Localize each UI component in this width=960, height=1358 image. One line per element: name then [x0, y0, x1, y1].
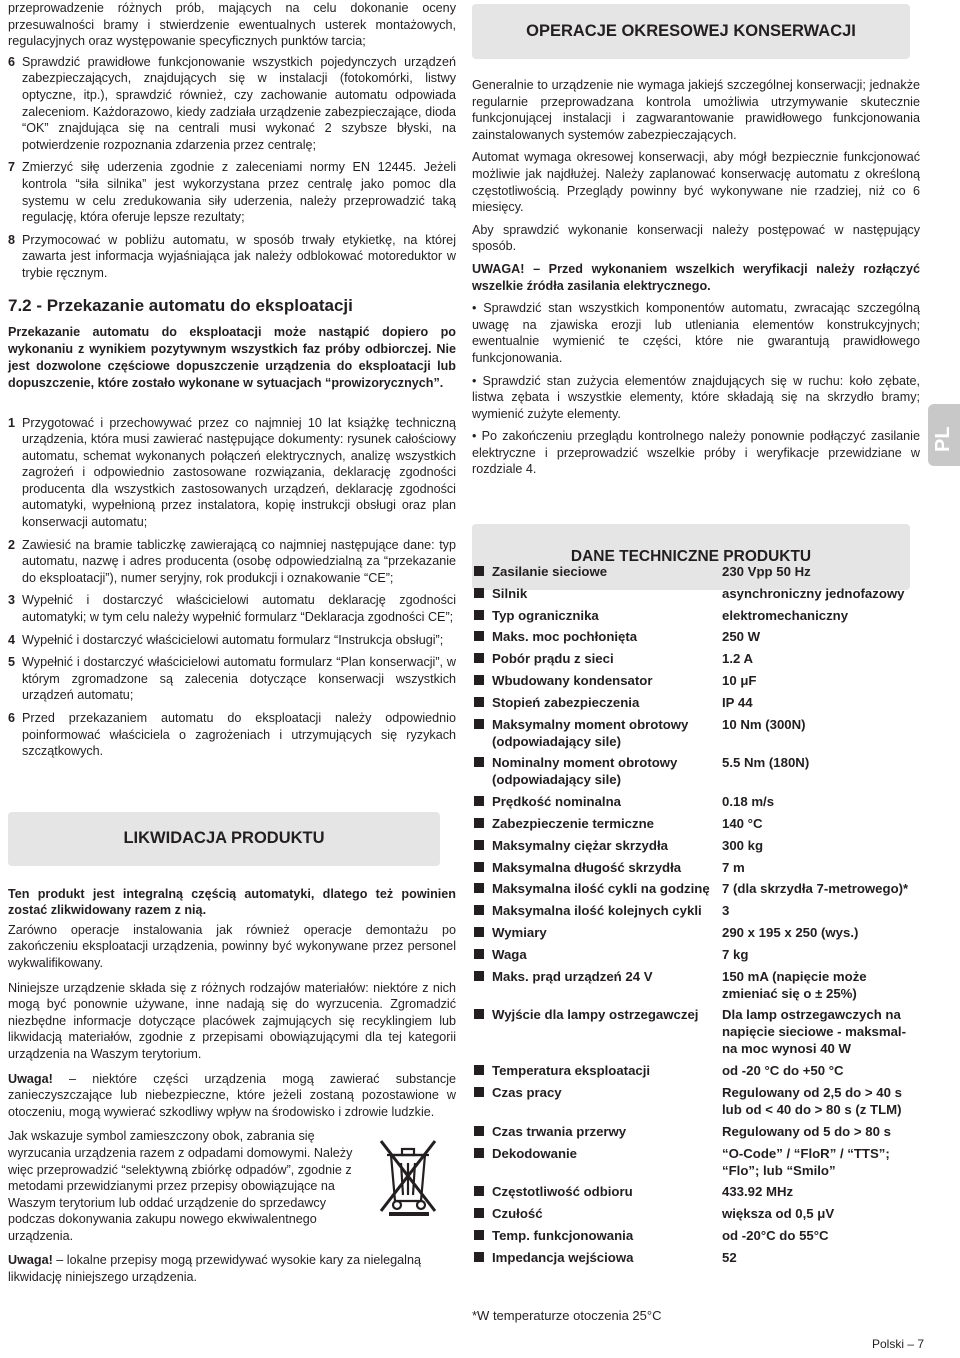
square-bullet-icon [474, 1065, 484, 1075]
spec-key [472, 1062, 722, 1079]
handover-step-text: Wypełnić i dostarczyć właścicielowi automatu deklarację zgodności automatyki; w tym celu należy wypełnić formularz “Deklaracja zgodności CE”; [22, 593, 456, 625]
square-bullet-icon [474, 862, 484, 872]
spec-key [472, 650, 722, 667]
spec-key-text: Maksymalna ilość kolejnych cykli [492, 903, 702, 919]
spec-row [472, 793, 924, 810]
square-bullet-icon [474, 757, 484, 767]
spec-key-text: Wbudowany kondensator [492, 672, 653, 688]
square-bullet-icon [474, 719, 484, 729]
spec-row [472, 1249, 924, 1266]
spec-row [472, 1205, 924, 1222]
spec-row [472, 859, 924, 876]
spec-key-text: Dekodowanie [492, 1145, 578, 1161]
spec-key-text: Maksymalny ciężar skrzydła [492, 837, 668, 853]
spec-row [472, 585, 924, 602]
square-bullet-icon [474, 1186, 484, 1196]
spec-row [472, 563, 924, 580]
disposal-bold: Ten produkt jest integralną częścią automatyki, dlatego też powinien zostać zlikwidowany razem z nią. [8, 886, 456, 918]
procedure-step-number: 8 [8, 232, 16, 247]
spec-value: 433.92 MHz [722, 1184, 794, 1200]
spec-value: Regulowany od 2,5 do > 40 s lub od < 40 do > 80 s (z TLM) [722, 1084, 902, 1117]
square-bullet-icon [474, 631, 484, 641]
square-bullet-icon [474, 1087, 484, 1097]
procedure-step-text: Zmierzyć siłę uderzenia zgodnie z zaleceniami normy EN 12445. Jeżeli kontrola “siła silnika” jest wykorzystana przez centralę jako pomoc dla systemu w celu zredukowania siły uderzenia, należy przeprowadzić taką regulację, która oferuje lepsze rezultaty; [22, 160, 456, 225]
disposal-paragraph-2: Niniejsze urządzenie składa się z różnych rodzajów materiałów: niektóre z nich mogą być ponownie używane, inne nadają się do wyrzucenia. Zgromadzić niezbędne informacje dotyczące placówek zajmujących się recyklingiem lub likwidacją materiałów, zgodnie z przepisami obowiązującymi dla tej kategorii urządzenia na Waszym terytorium. [8, 980, 456, 1061]
spec-key-text: Maksymalna ilość cykli na godzinę [492, 881, 710, 897]
section-bold-text: Przekazanie automatu do eksploatacji może nastąpić dopiero po wykonaniu z wynikiem pozytywnym wszystkich faz próby odbiorczej. Nie jest dozwolone częściowe dopuszczenie urządzenia do eksploatacji lub dopuszczenie, które zostało wykonane w sytuacjach “prowizorycznych”. [8, 324, 456, 390]
spec-value: 300 kg [722, 837, 764, 853]
square-bullet-icon [474, 949, 484, 959]
spec-key [472, 793, 722, 810]
procedure-list-top [8, 54, 456, 282]
procedure-step-number: 6 [8, 54, 16, 69]
spec-value: “O-Code” / “FloR” / “TTS”; “Flo”; lub “Smilo” [722, 1145, 890, 1178]
spec-value: 0.18 m/s [722, 794, 775, 810]
spec-key [472, 880, 722, 897]
spec-key-text: Czas trwania przerwy [492, 1123, 627, 1139]
spec-value: 7 kg [722, 946, 749, 962]
spec-table [472, 563, 924, 1271]
handover-step-number: 4 [8, 632, 16, 647]
spec-row [472, 1145, 924, 1179]
disposal-title-box [8, 812, 440, 866]
spec-value: Dla lamp ostrzegawczych na napięcie sieciowe - maksmal- na moc wynosi 40 W [722, 1007, 906, 1057]
footnote: *W temperaturze otoczenia 25°C [472, 1308, 662, 1323]
spec-value: 1.2 A [722, 651, 754, 667]
handover-step-number: 1 [8, 415, 16, 430]
spec-key [472, 968, 722, 1002]
spec-value: 5.5 Nm (180N) [722, 755, 810, 771]
spec-key [472, 946, 722, 963]
spec-value: 140 °C [722, 815, 763, 831]
bullet-dot-icon: • [472, 301, 484, 316]
spec-row [472, 1062, 924, 1079]
spec-row [472, 716, 924, 750]
spec-key-text: Maksymalny moment obrotowy (odpowiadający sile) [492, 716, 689, 749]
warning-1: Uwaga! – niektóre części urządzenia mogą zawierać substancje zanieczyszczające lub niebezpieczne, które jeżeli zostaną pozostawione w otoczeniu, mogą wywierać szkodliwy wpływ na środowisko i zdrowie ludzkie. [8, 1071, 456, 1119]
spec-key-text: Waga [492, 946, 527, 962]
spec-key-text: Maks. prąd urządzeń 24 V [492, 968, 653, 984]
spec-row [472, 672, 924, 689]
spec-key [472, 1249, 722, 1266]
spec-value: od -20°C do 55°C [722, 1227, 829, 1243]
spec-row [472, 754, 924, 788]
right-column [472, 0, 920, 590]
spec-key [472, 924, 722, 941]
spec-key-text: Temp. funkcjonowania [492, 1227, 634, 1243]
handover-step [8, 654, 456, 704]
procedure-step [8, 159, 456, 225]
handover-step [8, 537, 456, 587]
warning-2: Uwaga! – lokalne przepisy mogą przewidywać wysokie kary za nielegalną likwidację niniejszego urządzenia. [8, 1253, 421, 1285]
spec-key [472, 563, 722, 580]
spec-key [472, 902, 722, 919]
maintenance-warning: UWAGA! – Przed wykonaniem wszelkich weryfikacji należy rozłączyć wszelkie źródła zasilania elektrycznego. [472, 261, 920, 293]
maintenance-bullet [472, 300, 920, 366]
maintenance-paragraph-1: Generalnie to urządzenie nie wymaga jakiejś szczególnej konserwacji; jednakże regularnie przeprowadzana kontrola umożliwia utrzymywanie skutecznie funkcjonującej instalacji i zagwarantowanie prawidłowego funkcjonowania zainstalowanych systemów zabezpieczających. [472, 78, 920, 142]
tech-title: DANE TECHNICZNE PRODUKTU [570, 547, 812, 565]
spec-value: IP 44 [722, 694, 753, 710]
square-bullet-icon [474, 1009, 484, 1019]
spec-key [472, 716, 722, 750]
handover-step [8, 710, 456, 760]
handover-step [8, 415, 456, 531]
bullet-dot-icon: • [472, 373, 483, 388]
spec-key-text: Silnik [492, 585, 528, 601]
spec-key-text: Maks. moc pochłonięta [492, 629, 638, 645]
handover-step-text: Przygotować i przechowywać przez co najmniej 10 lat książkę techniczną urządzenia, która musi zawierać następujące dokumenty: rysunek całościowy automatu, schemat wykonanych połączeń elektrycznych, analizę wszystkich zagrożeń i odpowiednio zastosowane rozwiązania, deklarację zgodności producenta dla wszystkich zastosowanych urządzeń, deklarację zgodności automatyki, wypełnioną przez instalatora, kopię instrukcji obsługi oraz plan konserwacji automatu; [22, 415, 456, 530]
spec-value: asynchroniczny jednofazowy [722, 585, 905, 601]
handover-step-text: Wypełnić i dostarczyć właścicielowi automatu formularz “Plan konserwacji”, w którym zgromadzone są zalecenia dotyczące konserwacji wszystkich urządzeń automatu; [22, 655, 456, 703]
spec-key [472, 607, 722, 624]
square-bullet-icon [474, 653, 484, 663]
spec-key-text: Temperatura eksploatacji [492, 1063, 651, 1079]
spec-key [472, 815, 722, 832]
spec-value: 230 Vpp 50 Hz [722, 564, 811, 579]
square-bullet-icon [474, 818, 484, 828]
spec-key-text: Pobór prądu z sieci [492, 651, 614, 667]
square-bullet-icon [474, 1252, 484, 1262]
maintenance-bullets [472, 300, 920, 478]
left-column [8, 0, 456, 1289]
spec-row [472, 815, 924, 832]
spec-key-text: Stopień zabezpieczenia [492, 694, 640, 710]
spec-row [472, 837, 924, 854]
handover-step-text: Wypełnić i dostarczyć właścicielowi automatu formularz “Instrukcja obsługi”; [22, 632, 444, 647]
symbol-text: Jak wskazuje symbol zamieszczony obok, zabrania się wyrzucania urządzenia razem z odpadami domowymi. Należy więc przeprowadzić “selektywną zbiórkę odpadów”, zgodnie z metodami przewidzianymi przez przepisy obowiązujące na Waszym terytorium lub oddać urządzenie do sprzedawcy podczas dokonywania zakupu nowego ekwiwalentnego urządzenia. [8, 1129, 353, 1243]
spec-row [472, 1084, 924, 1118]
square-bullet-icon [474, 675, 484, 685]
spec-row [472, 694, 924, 711]
handover-step [8, 632, 456, 649]
spec-key-text: Zabezpieczenie termiczne [492, 815, 654, 831]
procedure-step-number: 7 [8, 160, 16, 175]
spec-key [472, 628, 722, 645]
disposal-paragraph-1: Zarówno operacje instalowania jak również operacje demontażu po zakończeniu eksploatacji urządzenia, powinny być wykonywane przez personel wykwalifikowany. [8, 922, 456, 970]
spec-value: 7 m [722, 859, 745, 875]
square-bullet-icon [474, 840, 484, 850]
handover-step-text: Zawiesić na bramie tabliczkę zawierającą co najmniej następujące dane: typ automatu, nazwę i adres producenta (osobę odpowiedzialną za “przekazanie do eksploatacji”), numer seryjny, rok produkcji i oznakowanie “CE”; [22, 537, 456, 585]
square-bullet-icon [474, 588, 484, 598]
spec-row [472, 968, 924, 1002]
spec-value: 250 W [722, 629, 761, 645]
spec-value: elektromechaniczny [722, 607, 849, 623]
square-bullet-icon [474, 905, 484, 915]
spec-row [472, 1006, 924, 1057]
square-bullet-icon [474, 971, 484, 981]
spec-value: 10 Nm (300N) [722, 716, 806, 732]
maintenance-paragraph-2: Automat wymaga okresowej konserwacji, aby mógł bezpiecznie funkcjonować możliwie jak najdłużej. Należy zaplanować konserwację automatu z określoną częstotliwością. Przeglądy powinny być wykonywane nie rzadziej, niż co 6 miesięcy. [472, 150, 920, 215]
square-bullet-icon [474, 610, 484, 620]
square-bullet-icon [474, 1208, 484, 1218]
spec-row [472, 628, 924, 645]
language-tab [928, 404, 960, 466]
maintenance-bullet-text: Sprawdzić stan zużycia elementów znajdujących się w ruchu: koło zębate, listwa zębata i wszystkie elementy, które składają się na skrzydło bramy; wymienić zużyte elementy. [472, 373, 920, 421]
spec-key-text: Typ ogranicznika [492, 607, 599, 623]
procedure-step [8, 232, 456, 282]
bullet-dot-icon: • [472, 429, 482, 444]
handover-step-text: Przed przekazaniem automatu do eksploatacji należy odpowiednio poinformować właściciela o zagrożeniach i utrzymujących się ryzykach szczątkowych. [22, 711, 456, 759]
handover-step-number: 3 [8, 593, 16, 608]
spec-key [472, 837, 722, 854]
maintenance-paragraph-3: Aby sprawdzić wykonanie konserwacji należy postępować w następujący sposób. [472, 222, 920, 254]
language-tab-label: PL [932, 426, 954, 452]
spec-key-text: Czułość [492, 1206, 543, 1222]
spec-key [472, 1006, 722, 1057]
spec-key-text: Wymiary [492, 924, 547, 940]
intro-text: przeprowadzenie różnych prób, mających na celu dokonanie oceny przesuwalności bramy i stwierdzenie ewentualnych usterek montażowych, regulacyjnych oraz występowanie specyficznych punktów tarcia; [8, 1, 456, 49]
spec-key [472, 1227, 722, 1244]
spec-row [472, 946, 924, 963]
spec-key-text: Maksymalna długość skrzydła [492, 859, 682, 875]
handover-step-number: 6 [8, 711, 16, 725]
spec-key [472, 1123, 722, 1140]
spec-row [472, 880, 924, 897]
spec-value: 3 [722, 903, 730, 919]
maintenance-bullet [472, 373, 920, 423]
spec-value: 150 mA (napięcie może zmieniać się o ± 25%) [722, 968, 867, 1001]
handover-step-number: 5 [8, 655, 16, 670]
maintenance-bullet [472, 428, 920, 478]
spec-key [472, 754, 722, 788]
maintenance-title-box [472, 4, 910, 59]
spec-key-text: Prędkość nominalna [492, 794, 621, 810]
square-bullet-icon [474, 1148, 484, 1158]
procedure-step-text: Przymocować w pobliżu automatu, w sposób trwały etykietkę, na której zawarta jest informacja wyjaśniająca jak należy odblokować motoreduktor w trybie ręcznym. [22, 232, 456, 280]
spec-row [472, 607, 924, 624]
spec-key-text: Czas pracy [492, 1084, 562, 1100]
spec-key-text: Impedancja wejściowa [492, 1249, 634, 1265]
section-title: 7.2 - Przekazanie automatu do eksploatacji [8, 295, 353, 315]
spec-key-text: Zasilanie sieciowe [492, 564, 608, 579]
square-bullet-icon [474, 1126, 484, 1136]
spec-value: 52 [722, 1249, 737, 1265]
spec-value: Regulowany od 5 do > 80 s [722, 1123, 891, 1139]
procedure-step [8, 54, 456, 154]
spec-value: od -20 °C do +50 °C [722, 1063, 844, 1079]
spec-key [472, 585, 722, 602]
spec-row [472, 924, 924, 941]
spec-key [472, 1084, 722, 1118]
procedure-list [8, 415, 456, 760]
square-bullet-icon [474, 927, 484, 937]
spec-value: 290 x 195 x 250 (wys.) [722, 924, 859, 940]
spec-value: 7 (dla skrzydła 7-metrowego)* [722, 881, 909, 897]
square-bullet-icon [474, 566, 484, 576]
handover-step [8, 592, 456, 625]
spec-key-text: Częstotliwość odbioru [492, 1184, 633, 1200]
disposal-title: LIKWIDACJA PRODUKTU [123, 829, 325, 848]
procedure-step-text: Sprawdzić prawidłowe funkcjonowanie wszystkich pojedynczych urządzeń zabezpieczających, znajdujących się w instalacji (fotokomórki, listwy optyczne, itp.), sprawdzić również, czy zachowanie automatu odpowiada zaleceniom. Każdorazowo, kiedy zadziała urządzenie zabezpieczające, dioda “OK” znajdująca się na centrali musi wykonać 2 szybsze błyski, na potwierdzenie rozpoznania zdarzenia przez centralę; [22, 54, 456, 152]
square-bullet-icon [474, 1230, 484, 1240]
spec-row [472, 902, 924, 919]
spec-key [472, 694, 722, 711]
square-bullet-icon [474, 883, 484, 893]
maintenance-bullet-text: Sprawdzić stan wszystkich komponentów automatu, zwracając szczególną uwagę na zjawiska erozji lub utleniania elementów konstrukcyjnych; ewentualnie wymienić te części, które nie gwarantują prawidłowego funkcjonowania. [472, 301, 920, 365]
spec-value: 10 μF [722, 672, 757, 688]
spec-key [472, 1183, 722, 1200]
square-bullet-icon [474, 697, 484, 707]
spec-key-text: Nominalny moment obrotowy (odpowiadający sile) [492, 755, 678, 788]
spec-key [472, 1205, 722, 1222]
maintenance-title: OPERACJE OKRESOWEJ KONSERWACJI [526, 22, 856, 41]
square-bullet-icon [474, 796, 484, 806]
spec-row [472, 1123, 924, 1140]
spec-key [472, 1145, 722, 1179]
spec-row [472, 1183, 924, 1200]
page-number: Polski – 7 [872, 1337, 925, 1351]
spec-row [472, 650, 924, 667]
spec-key-text: Wyjście dla lampy ostrzegawczej [492, 1007, 699, 1023]
spec-key [472, 672, 722, 689]
spec-value: większa od 0,5 μV [722, 1206, 835, 1222]
spec-row [472, 1227, 924, 1244]
maintenance-bullet-text: Po zakończeniu przeglądu kontrolnego należy ponownie podłączyć zasilanie elektryczne i przeprowadzić wszelkie próby i weryfikacje przewidziane w rozdziale 4. [472, 429, 920, 477]
crossed-bin-icon [377, 1135, 439, 1217]
handover-step-number: 2 [8, 537, 16, 552]
spec-key [472, 859, 722, 876]
